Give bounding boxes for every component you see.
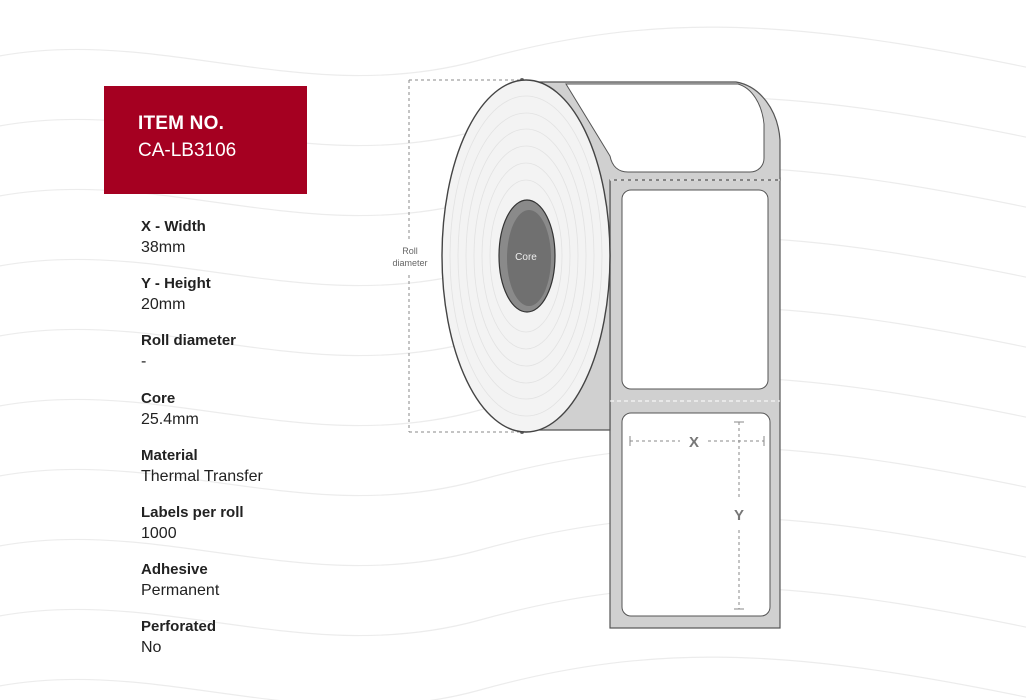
- spec-value: No: [141, 639, 162, 657]
- spec-value: Thermal Transfer: [141, 467, 263, 485]
- spec-label: Roll diameter: [141, 332, 237, 350]
- spec-label: Labels per roll: [141, 503, 244, 521]
- roll-diameter-label-line1: Roll: [402, 246, 418, 256]
- spec-value: 38mm: [141, 239, 186, 256]
- spec-value: Permanent: [141, 582, 220, 600]
- spec-value: 25.4mm: [141, 410, 199, 428]
- spec-value: 20mm: [141, 296, 186, 314]
- x-label: X: [688, 434, 700, 451]
- item-number: CA-LB3106: [138, 140, 237, 161]
- core-label: Core: [515, 252, 537, 263]
- spec-label: Adhesive: [141, 561, 208, 579]
- label-1: [622, 190, 768, 389]
- roll-diameter-label-line2: diameter: [392, 258, 428, 268]
- spec-label: Perforated: [141, 618, 217, 636]
- spec-label: X - Width: [141, 218, 206, 235]
- item-title: ITEM NO.: [138, 113, 225, 134]
- spec-label: Core: [141, 389, 176, 407]
- spec-value: 1000: [141, 524, 177, 542]
- spec-label: Material: [141, 446, 198, 464]
- spec-value: -: [141, 353, 147, 371]
- spec-label: Y - Height: [141, 275, 211, 293]
- y-label: Y: [733, 507, 745, 524]
